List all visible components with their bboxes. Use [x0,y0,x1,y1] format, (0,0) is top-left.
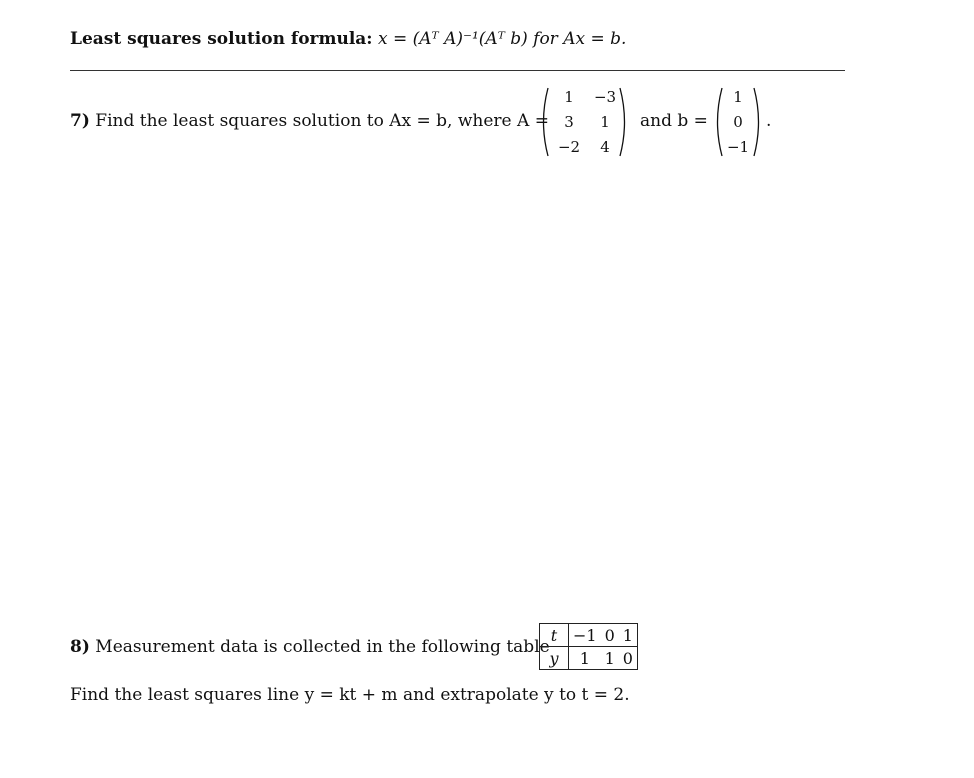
table-row [540,647,638,670]
problem-7-end: . [766,111,772,131]
table-cell: 1 [569,647,601,670]
table-header-cell: y [540,647,569,670]
vector-b-cell: 1 [733,88,743,106]
table-cell: −1 [569,624,601,647]
vector-b [712,86,764,158]
formula-label: Least squares solution formula: [70,29,373,49]
right-paren-icon [752,86,764,158]
table-header-cell: t [540,624,569,647]
vector-b-cell: 0 [733,113,743,131]
measurement-table [539,623,638,670]
problem-7-number: 7) [70,111,90,131]
table-cell: 0 [619,647,638,670]
matrix-A-cell: 3 [564,113,574,131]
problem-7-statement [70,111,549,131]
problem-7-text: Find the least squares solution to Ax = b, where A = [95,111,549,131]
matrix-A-cell: −3 [593,88,617,106]
matrix-A-cell: 1 [600,113,610,131]
matrix-A-cell: 1 [564,88,574,106]
problem-8-number: 8) [70,637,90,657]
table-cell: 1 [601,647,619,670]
right-paren-icon [618,86,630,158]
matrix-A-cell: −2 [557,138,581,156]
table-cell: 1 [619,624,638,647]
formula-expression: x = (Aᵀ A)⁻¹(Aᵀ b) for Ax = b. [378,29,627,49]
table-cell: 0 [601,624,619,647]
problem-8-statement [70,637,550,657]
problem-8-followup: Find the least squares line y = kt + m and extrapolate y to t = 2. [70,685,630,705]
formula-line [70,29,626,49]
problem-8-text: Measurement data is collected in the following table [95,637,550,657]
left-paren-icon [538,86,550,158]
matrix-A [538,86,630,158]
table-row [540,624,638,647]
horizontal-divider [70,70,845,71]
matrix-A-cell: 4 [600,138,610,156]
problem-7-connector: and b = [640,111,708,131]
vector-b-cell: −1 [726,138,750,156]
